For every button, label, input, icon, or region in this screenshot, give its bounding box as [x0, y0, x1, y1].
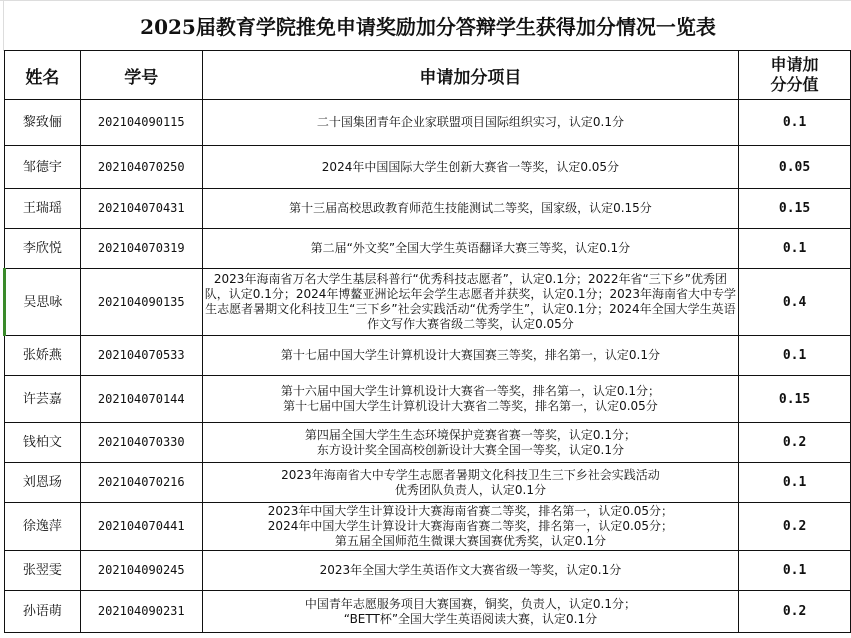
cell-score[interactable]: 0.2 [739, 591, 851, 633]
table-row [5, 423, 851, 463]
sheet-title: 2025届教育学院推免申请奖励加分答辩学生获得加分情况一览表 [3, 0, 851, 51]
table-row [5, 229, 851, 269]
header-id[interactable]: 学号 [80, 51, 202, 100]
cell-student-id[interactable]: 202104070431 [80, 189, 202, 229]
item-line: 东方设计奖全国高校创新设计大赛全国一等奖，认定0.1分 [316, 442, 624, 457]
cell-items[interactable] [202, 463, 738, 503]
item-line: 中国青年志愿服务项目大赛国赛，铜奖，负责人，认定0.1分； [304, 596, 636, 611]
cell-score[interactable]: 0.2 [739, 423, 851, 463]
table-row [5, 591, 851, 633]
cell-student-id[interactable]: 202104070319 [80, 229, 202, 269]
cell-items[interactable] [202, 189, 738, 229]
cell-name[interactable]: 刘恩玚 [5, 463, 81, 503]
cell-name[interactable]: 张娇燕 [5, 336, 81, 376]
table-row [5, 551, 851, 591]
table-row [5, 146, 851, 189]
header-score[interactable] [739, 51, 851, 100]
item-line: 2024年中国国际大学生创新大赛省一等奖，认定0.05分 [321, 159, 620, 174]
cell-score[interactable]: 0.4 [739, 269, 851, 336]
table-row [5, 463, 851, 503]
cell-name[interactable]: 邹德宇 [5, 146, 81, 189]
cell-score[interactable]: 0.1 [739, 229, 851, 269]
header-name[interactable]: 姓名 [5, 51, 81, 100]
cell-items[interactable] [202, 100, 738, 146]
cell-score[interactable]: 0.15 [739, 189, 851, 229]
item-line: 2023年全国大学生英语作文大赛省级一等奖，认定0.1分 [319, 563, 622, 577]
cell-score[interactable]: 0.15 [739, 376, 851, 423]
header-row [5, 51, 851, 100]
header-score-text: 申请加分分值 [770, 55, 819, 94]
cell-items[interactable] [202, 503, 738, 551]
cell-student-id[interactable]: 202104090231 [80, 591, 202, 633]
cell-name[interactable]: 王瑞瑶 [5, 189, 81, 229]
cell-score[interactable]: 0.2 [739, 503, 851, 551]
cell-student-id[interactable]: 202104090115 [80, 100, 202, 146]
cell-items[interactable] [202, 591, 738, 633]
cell-name[interactable]: 孙语萌 [5, 591, 81, 633]
cell-name[interactable]: 李欣悦 [5, 229, 81, 269]
cell-items[interactable] [202, 376, 738, 423]
cell-student-id[interactable]: 202104070144 [80, 376, 202, 423]
bonus-table [3, 50, 851, 633]
cell-items[interactable] [202, 269, 738, 336]
table-row [5, 336, 851, 376]
item-line: 第十七届中国大学生计算机设计大赛省二等奖，排名第一，认定0.05分 [283, 399, 658, 413]
cell-score[interactable]: 0.05 [739, 146, 851, 189]
cell-items[interactable] [202, 229, 738, 269]
cell-student-id[interactable]: 202104070216 [80, 463, 202, 503]
table-row [5, 189, 851, 229]
item-line: 第十七届中国大学生计算机设计大赛国赛三等奖，排名第一，认定0.1分 [280, 348, 660, 362]
cell-score[interactable]: 0.1 [739, 336, 851, 376]
item-line: 2023年海南省万名大学生基层科普行“优秀科技志愿者”，认定0.1分；2022年省“三下乡”优秀团队，认定0.1分；2024年博鳌亚洲论坛年会学生志愿者并获奖，认定0.1分；2023年海南省大中专学生志愿者暑期文化科技卫生“三下乡”社会实践活动“优秀学生”，认定0.1分；2024年全国大学生英语作文写作大赛省级二等奖，认定0.05分 [204, 272, 737, 331]
cell-items[interactable] [202, 336, 738, 376]
cell-items[interactable] [202, 423, 738, 463]
cell-name[interactable]: 张翌雯 [5, 551, 81, 591]
header-items[interactable]: 申请加分项目 [202, 51, 738, 100]
cell-student-id[interactable]: 202104070533 [80, 336, 202, 376]
cell-score[interactable]: 0.1 [739, 100, 851, 146]
cell-student-id[interactable]: 202104070330 [80, 423, 202, 463]
cell-name[interactable]: 钱柏文 [5, 423, 81, 463]
item-line: 第四届全国大学生生态环境保护竞赛省赛一等奖，认定0.1分； [304, 427, 636, 442]
item-line: 2023年海南省大中专学生志愿者暑期文化科技卫生三下乡社会实践活动 [281, 467, 660, 482]
item-line: 2023年中国大学生计算设计大赛海南省赛二等奖，排名第一，认定0.05分； [267, 504, 674, 518]
cell-student-id[interactable]: 202104070441 [80, 503, 202, 551]
item-line: “BETT杯”全国大学生英语阅读大赛，认定0.1分 [343, 611, 598, 626]
table-row [5, 100, 851, 146]
cell-score[interactable]: 0.1 [739, 551, 851, 591]
cell-name[interactable]: 黎致俪 [5, 100, 81, 146]
cell-name[interactable]: 吴思咏 [5, 269, 81, 336]
cell-score[interactable]: 0.1 [739, 463, 851, 503]
cell-items[interactable] [202, 551, 738, 591]
item-line: 第五届全国师范生微课大赛国赛优秀奖，认定0.1分 [334, 534, 606, 548]
item-line: 第十三届高校思政教育师范生技能测试二等奖，国家级，认定0.15分 [289, 201, 652, 215]
table-row [5, 503, 851, 551]
item-line: 优秀团队负责人，认定0.1分 [394, 482, 546, 497]
table-row [5, 376, 851, 423]
cell-student-id[interactable]: 202104090135 [80, 269, 202, 336]
table-row [5, 269, 851, 336]
cell-name[interactable]: 许芸嘉 [5, 376, 81, 423]
cell-student-id[interactable]: 202104090245 [80, 551, 202, 591]
cell-items[interactable] [202, 146, 738, 189]
item-line: 二十国集团青年企业家联盟项目国际组织实习，认定0.1分 [316, 115, 624, 129]
item-line: 2024年中国大学生计算设计大赛海南省赛二等奖，排名第一，认定0.05分； [267, 519, 674, 533]
item-line: 第二届“外文奖”全国大学生英语翻译大赛三等奖，认定0.1分 [310, 241, 631, 255]
item-line: 第十六届中国大学生计算机设计大赛省一等奖，排名第一，认定0.1分； [280, 384, 660, 398]
cell-name[interactable]: 徐逸萍 [5, 503, 81, 551]
cell-student-id[interactable]: 202104070250 [80, 146, 202, 189]
